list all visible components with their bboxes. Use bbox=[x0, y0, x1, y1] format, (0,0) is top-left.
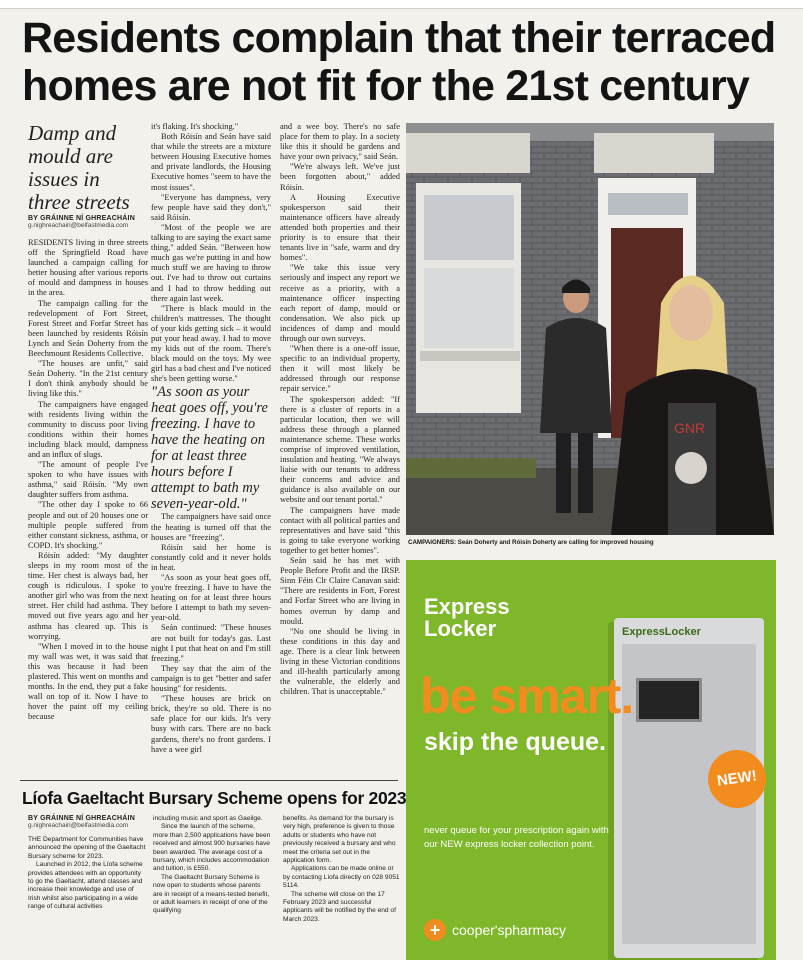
story2-column-2 bbox=[153, 815, 271, 916]
page-top-rule bbox=[0, 0, 803, 9]
paragraph: and a wee boy. There's no safe place for them to play. In a society like this it should be gardens and have your own privacy," said Seán. bbox=[280, 122, 400, 162]
ad-body: never queue for your prescription again with our NEW express locker collection point. bbox=[424, 825, 609, 850]
story2-column-3 bbox=[283, 815, 401, 924]
story-divider bbox=[20, 780, 398, 781]
column-2-bottom-text bbox=[151, 512, 271, 754]
paragraph: "We're always left. We've just been forgotten about," added Róisín. bbox=[280, 162, 400, 192]
pharmacy-logo bbox=[424, 916, 594, 944]
byline-block bbox=[28, 215, 148, 229]
paragraph: "The amount of people I've spoken to who have issues with asthma," said Róisín. "My own daughter suffers from asthma. bbox=[28, 460, 148, 500]
paragraph: They say that the aim of the campaign is to get "better and safer housing" for residents. bbox=[151, 663, 271, 694]
locker-screen bbox=[636, 678, 702, 722]
paragraph: "Everyone has dampness, very few people have said they don't," said Róisín. bbox=[151, 192, 271, 222]
paragraph: Since the launch of the scheme, more than 2,500 applications have been received and almost 900 bursaries have been awarded. The average cost of a bursary, which includes accommodation and tuition, is £550. bbox=[153, 823, 271, 873]
paragraph: "Most of the people we are talking to are saying the exact same thing," added Seán. "Between how much gas we're putting in and how much stuff we are having to throw out. I've had to throw out curtains and I had to throw bedding out there again last week. bbox=[151, 222, 271, 303]
paragraph: Róisín added: "My daughter sleeps in my room most of the time. Her chest is always bad, her cough is ridiculous. I spoke to another girl who was from the next street. Her child had asthma. They moved out five years ago and her asthma has cleared up. This is worrying. bbox=[28, 550, 148, 641]
paragraph: The Gaeltacht Bursary Scheme is now open to students whose parents are in receipt of a means-tested benefit, or adult learners in receipt of one of the qualifying bbox=[153, 873, 270, 915]
story2-byline: BY GRÁINNE NÍ GHREACHÁIN bbox=[28, 815, 135, 822]
paragraph: "The other day I spoke to 66 people and out of 20 houses one or multiple people suffered from either constant sickness, asthma, or COPD. It's shocking." bbox=[28, 500, 148, 550]
photo-illustration bbox=[406, 123, 774, 535]
paragraph: Róisín said her home is constantly cold and it never holds in heat. bbox=[151, 542, 271, 572]
campaigners-photo bbox=[406, 123, 774, 535]
headline: Residents complain that their terraced homes are not fit for the 21st century bbox=[22, 14, 776, 110]
story2-author-email[interactable]: g.nighreachain@belfastmedia.com bbox=[28, 822, 129, 829]
paragraph: "When I moved in to the house my wall was wet, it was said that this was because it had been plastered. This went on months and months. In the end, they put a fake wall on top of it. Now I have to hover the paint off my ceiling because bbox=[28, 641, 148, 722]
story2-column-1 bbox=[28, 836, 146, 912]
express-locker-advert[interactable] bbox=[406, 560, 776, 960]
paragraph: The spokesperson added: "If there is a cluster of reports in a particular location, then we will address these through a planned maintenance scheme. These works comprise of improved ventilation, insulation and heating. "We always liaise with our tenants to address their concerns and advice and guidance is also available on our website and our tenant portal." bbox=[280, 394, 400, 505]
story2-headline: Líofa Gaeltacht Bursary Scheme opens for 2023 bbox=[22, 788, 407, 808]
paragraph: "No one should be living in these conditions in this day and age. There is a clear link between living in these Victorian conditions and ill-health particularly among the vulnerable, the elderly and children. That is unacceptable." bbox=[280, 626, 400, 697]
paragraph: Launched in 2012, the Líofa scheme provides attendees with an opportunity to go the Gaeltacht, attend classes and increase their knowledge and use of Irish whilst also participating in a wide range of cultural activities bbox=[28, 861, 143, 911]
ad-brand-line-1: Express bbox=[424, 594, 510, 619]
paragraph: RESIDENTS living in three streets off the Springfield Road have launched a campaign calling for better housing after various reports of mould and dampness in houses in the area. bbox=[28, 238, 148, 298]
paragraph: Both Róisín and Seán have said that while the streets are a mixture between Housing Executive homes and private landlords, the Housing Executive homes "seem to have the most issues". bbox=[151, 132, 271, 192]
byline: BY GRÁINNE NÍ GHREACHÁIN bbox=[28, 215, 135, 222]
paragraph: The campaigners have made contact with all political parties and representatives and have said "this is going to take everyone working together to get better homes". bbox=[280, 505, 400, 555]
paragraph: "We take this issue very seriously and inspect any report we receive as a priority, with a maintenance officer inspecting each report of damp, mould or condensation. We also pick up incidences of damp and mould through our own surveys. bbox=[280, 263, 400, 343]
ad-headline: be smart. bbox=[420, 668, 634, 724]
article-column-1 bbox=[28, 238, 148, 723]
paragraph: Applications can be made online or by contacting Líofa directly on 028 9051 5114. bbox=[283, 865, 400, 890]
new-badge: NEW! bbox=[704, 746, 770, 812]
standfirst: Damp and mould are issues in three streets bbox=[28, 121, 130, 214]
column-2-top-text bbox=[151, 122, 271, 384]
author-email[interactable]: g.nighreachain@belfastmedia.com bbox=[28, 222, 129, 229]
ad-brand-line-2: Locker bbox=[424, 616, 497, 641]
photo-caption bbox=[408, 539, 778, 546]
plus-cross-icon: + bbox=[424, 919, 446, 941]
paragraph: The campaigners have said once the heating is turned off that the houses are "freezing". bbox=[151, 512, 271, 542]
caption-text: Seán Doherty and Róisín Doherty are calling for improved housing bbox=[456, 539, 654, 546]
svg-text:GNR: GNR bbox=[674, 420, 706, 436]
pull-quote: "As soon as your heat goes off, you're freezing. I have to have the heating on for at least three hours before I attempt to bath my seven-year-old." bbox=[151, 384, 268, 513]
paragraph: including music and sport as Gaeilge. bbox=[153, 815, 263, 822]
paragraph: "When there is a one-off issue, specific to an individual property, then it will most likely be addressed through our response repair service." bbox=[280, 344, 400, 394]
ad-subhead: skip the queue. bbox=[424, 728, 606, 756]
paragraph: "As soon as your heat goes off, you're freezing. I have to have the heating on for at least three hours before I attempt to bath my seven-year-old. bbox=[151, 573, 271, 623]
caption-label: CAMPAIGNERS: bbox=[408, 539, 457, 546]
paragraph: A Housing Executive spokesperson said their maintenance officers have already attended both properties and their priority is to ensure that their tenants live in "safe, warm and dry homes". bbox=[280, 192, 400, 263]
article-column-2 bbox=[151, 122, 271, 755]
machine-logo: ExpressLocker bbox=[622, 626, 701, 638]
paragraph: The campaign calling for the redevelopment of Fort Street, Forest Street and Forfar Street has been launched by residents Róisín Lynch and Seán Doherty from the Beechmount Residents Collective. bbox=[28, 298, 148, 359]
paragraph: The scheme will close on the 17 February 2023 and successful applicants will be notified by the end of March 2023. bbox=[283, 890, 396, 923]
article-column-3 bbox=[280, 122, 400, 697]
story2-byline-block bbox=[28, 815, 148, 829]
paragraph: it's flaking. It's shocking." bbox=[151, 122, 239, 131]
paragraph: Seán said he has met with People Before Profit and the IRSP. Sinn Féin Clr Claire Canavan said: "There are residents in Fort, Forest and Forfar Street who are living in homes overrun by damp and mould. bbox=[280, 556, 400, 626]
paragraph: "The houses are unfit," said Seán Doherty. "In the 21st century I don't think anybody should be living like this." bbox=[28, 359, 148, 399]
paragraph: benefits. As demand for the bursary is very high, preference is given to those adults or students who have not previously received a bursary and who meet the criteria set out in the application form. bbox=[283, 815, 396, 865]
paragraph: "There is black mould in the children's mattresses. The thought of your kids getting sick – it would put your head away. I had to move my kids out of the room. There's black mould on the toys. My wee girl has a bad chest and I've noticed she's been getting worse." bbox=[151, 303, 271, 384]
pharmacy-name: cooper'spharmacy bbox=[452, 922, 566, 938]
paragraph: THE Department for Communities have announced the opening of the Gaeltacht Bursary scheme for 2023. bbox=[28, 836, 146, 860]
paragraph: "These houses are brick on brick, they're so old. There is no safe place for our kids. It's very busy with cars. There are no back gardens, there's no front gardens. I have a wee girl bbox=[151, 694, 271, 754]
ad-brand bbox=[424, 596, 544, 640]
paragraph: Seán continued: "These houses are not built for today's gas. Last night I put that heat on and I'm still freezing." bbox=[151, 623, 271, 663]
paragraph: The campaigners have engaged with residents living within the community to discuss poor living conditions within their homes including black mould, dampness and an influx of slugs. bbox=[28, 399, 148, 459]
